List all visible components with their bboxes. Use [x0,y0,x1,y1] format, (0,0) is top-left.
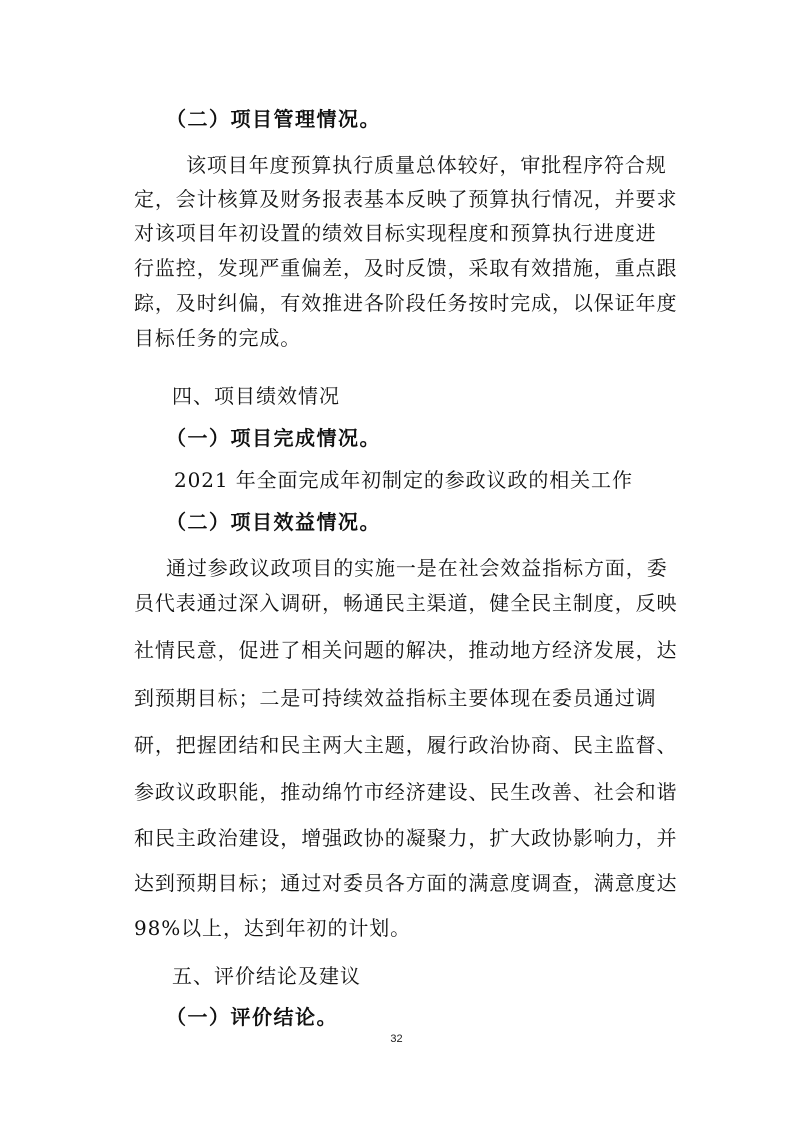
paragraph-line: 和民主政治建设，增强政协的凝聚力，扩大政协影响力，并 [134,826,678,850]
section-heading-project-management: （二）项目管理情况。 [166,107,381,131]
subheading-project-completion: （一）项目完成情况。 [166,426,381,450]
subheading-project-benefit: （二）项目效益情况。 [166,510,381,534]
paragraph-line: 到预期目标；二是可持续效益指标主要体现在委员通过调 [134,686,657,710]
section-heading-performance: 四、项目绩效情况 [172,384,340,408]
paragraph-line: 社情民意，促进了相关问题的解决，推动地方经济发展，达 [134,638,678,662]
paragraph-line: 员代表通过深入调研，畅通民主渠道，健全民主制度，反映 [134,591,678,615]
completion-text: 2021 年全面完成年初制定的参政议政的相关工作 [174,468,633,492]
paragraph-line: 踪，及时纠偏，有效推进各阶段任务按时完成，以保证年度 [134,291,678,315]
subheading-evaluation-conclusion: （一）评价结论。 [166,1005,338,1029]
paragraph-line: 达到预期目标；通过对委员各方面的满意度调查，满意度达 [134,871,678,895]
section-heading-conclusion: 五、评价结论及建议 [172,964,361,988]
paragraph-line: 研，把握团结和民主两大主题，履行政治协商、民主监督、 [134,733,678,757]
paragraph-line: 定，会计核算及财务报表基本反映了预算执行情况，并要求 [134,187,678,211]
paragraph-line: 98%以上，达到年初的计划。 [134,916,412,940]
paragraph-line: 参政议政职能，推动绵竹市经济建设、民生改善、社会和谐 [134,780,678,804]
paragraph-line: 对该项目年初设置的绩效目标实现程度和预算执行进度进 [134,221,657,245]
paragraph-line: 目标任务的完成。 [134,326,302,350]
paragraph-line: 行监控，发现严重偏差，及时反馈，采取有效措施，重点跟 [134,256,678,280]
paragraph-line: 该项目年度预算执行质量总体较好，审批程序符合规 [186,153,667,177]
page-number: 32 [390,1033,403,1045]
paragraph-line: 通过参政议政项目的实施一是在社会效益指标方面，委 [166,556,668,580]
